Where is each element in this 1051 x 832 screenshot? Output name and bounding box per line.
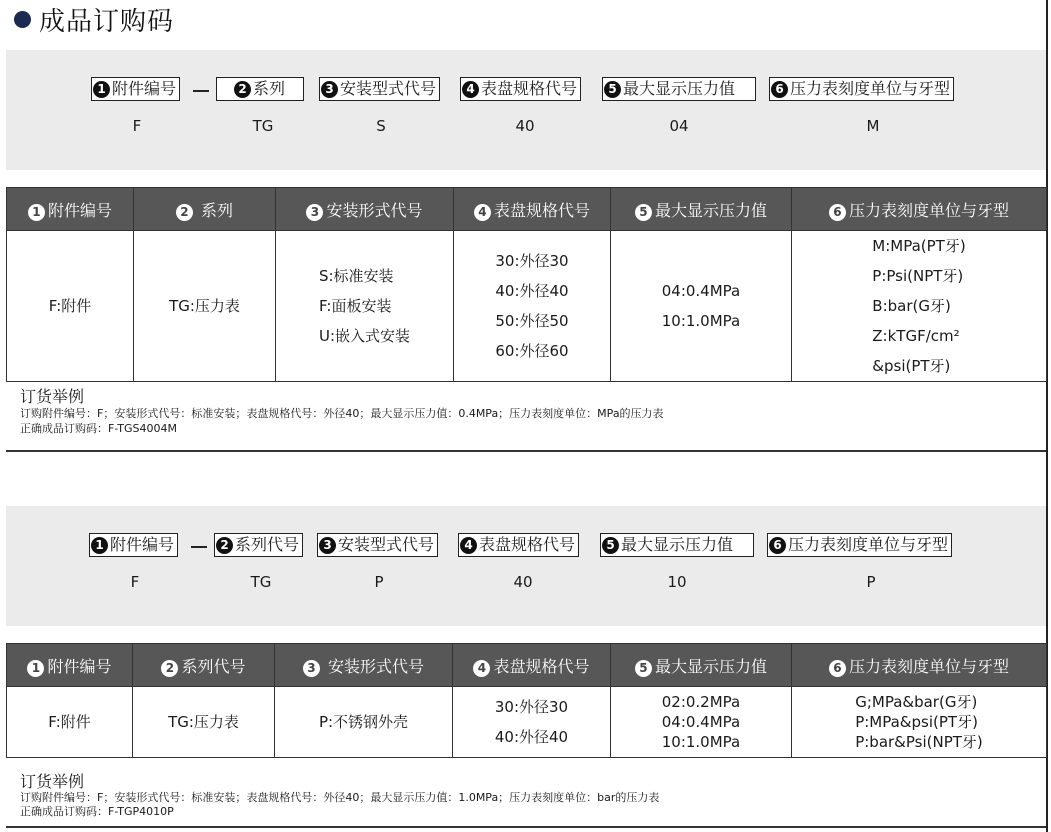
table-cell-unit-thread: [792, 231, 1047, 382]
number-badge-icon: 5: [604, 81, 621, 98]
header-cell: [453, 644, 611, 687]
example-code-line: 正确成品订购码：F-TGS4004M: [20, 422, 177, 435]
cell-line: S:标准安装: [318, 267, 394, 285]
spec-table-2: [6, 643, 1047, 758]
code-value: F: [132, 117, 142, 135]
header-label: 系列代号: [181, 656, 246, 676]
cell-line: 04:0.4MPa: [661, 713, 741, 731]
number-badge-icon: 1: [28, 204, 45, 221]
number-badge-icon: 3: [321, 81, 338, 98]
cell-line: 40:外径40: [494, 728, 569, 746]
code-box-dial: [458, 533, 579, 557]
code-box-label: 表盘规格代号: [481, 79, 578, 98]
table-cell-series: [133, 687, 275, 758]
cell-line: 10:1.0MPa: [661, 733, 741, 751]
order-code-band-2: [6, 506, 1046, 626]
cell-line: TG:压力表: [169, 297, 240, 315]
example-code-line: 正确成品订购码：F-TGP4010P: [20, 805, 174, 818]
number-badge-icon: 4: [473, 660, 490, 677]
cell-line: P:Psi(NPT牙): [872, 267, 964, 285]
example-line: 订购附件编号：F；安装形式代号：标准安装；表盘规格代号：外径40；最大显示压力值：0.4MPa；压力表刻度单位：MPa的压力表: [20, 407, 664, 420]
header-cell: [792, 188, 1047, 231]
code-box-label: 附件编号: [112, 79, 177, 98]
code-value: S: [376, 117, 386, 135]
header-label: 最大显示压力值: [654, 200, 767, 220]
code-box-label: 最大显示压力值: [621, 535, 734, 554]
code-value: F: [130, 573, 140, 591]
number-badge-icon: 6: [771, 81, 788, 98]
cell-line: Z:kTGF/cm²: [872, 327, 960, 345]
cell-line: 60:外径60: [495, 342, 569, 360]
number-badge-icon: 6: [769, 537, 786, 554]
number-badge-icon: 4: [460, 537, 477, 554]
code-box-mount: [319, 77, 440, 101]
header-label: 系列: [195, 200, 234, 220]
code-box-attachment: [91, 77, 180, 101]
number-badge-icon: 2: [234, 81, 251, 98]
code-value: 04: [669, 117, 689, 135]
cell-line: P:不锈钢外壳: [318, 713, 409, 731]
header-cell: [454, 188, 611, 231]
number-badge-icon: 4: [474, 204, 491, 221]
divider: [6, 450, 1046, 452]
header-cell: [611, 644, 792, 687]
header-cell: [792, 644, 1047, 687]
table-row: [7, 231, 1047, 382]
code-box-label: 系列代号: [235, 535, 300, 554]
cell-line: P:MPa&psi(PT牙): [855, 713, 978, 731]
page-heading: [14, 2, 174, 36]
table-header-row: [7, 644, 1047, 687]
code-value: TG: [252, 117, 274, 135]
header-label: 压力表刻度单位与牙型: [848, 656, 1009, 676]
cell-line: 10:1.0MPa: [661, 312, 741, 330]
number-badge-icon: 2: [216, 537, 233, 554]
cell-line: 04:0.4MPa: [661, 282, 741, 300]
code-value: P: [866, 573, 876, 591]
header-cell: [611, 188, 792, 231]
header-label: 附件编号: [47, 656, 112, 676]
table-cell-attachment: [7, 687, 133, 758]
header-label: 安装形式代号: [326, 200, 423, 220]
number-badge-icon: 5: [635, 660, 652, 677]
cell-line: 50:外径50: [495, 312, 569, 330]
cell-line: 30:外径30: [495, 252, 569, 270]
code-box-unit-thread: [769, 77, 954, 101]
example-line: 订购附件编号：F；安装形式代号：标准安装；表盘规格代号：外径40；最大显示压力值：1.0MPa；压力表刻度单位：bar的压力表: [20, 791, 660, 804]
code-box-label: 压力表刻度单位与牙型: [788, 535, 949, 554]
header-label: 安装形式代号: [322, 656, 425, 676]
code-value: 10: [667, 573, 687, 591]
header-cell: [7, 644, 133, 687]
code-box-label: 压力表刻度单位与牙型: [790, 79, 951, 98]
number-badge-icon: 2: [176, 204, 193, 221]
example-title: 订货举例: [20, 387, 85, 406]
code-box-label: 附件编号: [110, 535, 175, 554]
number-badge-icon: 2: [161, 660, 178, 677]
header-cell: [134, 188, 276, 231]
table-cell-mount: [276, 231, 454, 382]
number-badge-icon: 6: [829, 204, 846, 221]
code-value: 40: [513, 573, 533, 591]
table-header-row: [7, 188, 1047, 231]
code-value: P: [374, 573, 384, 591]
cell-line: TG:压力表: [168, 713, 239, 731]
number-badge-icon: 5: [635, 204, 652, 221]
cell-line: 40:外径40: [495, 282, 569, 300]
table-cell-max-pressure: [611, 231, 792, 382]
header-label: 附件编号: [47, 200, 112, 220]
table-row: [7, 687, 1047, 758]
dash-separator: [193, 90, 209, 92]
cell-line: P:bar&Psi(NPT牙): [855, 733, 983, 751]
code-box-series: [214, 533, 303, 557]
dash-separator: [191, 546, 207, 548]
spec-table-1: [6, 187, 1047, 382]
cell-line: M:MPa(PT牙): [872, 237, 966, 255]
number-badge-icon: 1: [91, 537, 108, 554]
example-title: 订货举例: [20, 772, 85, 791]
header-cell: [7, 188, 134, 231]
number-badge-icon: 4: [462, 81, 479, 98]
number-badge-icon: 1: [93, 81, 110, 98]
header-cell: [133, 644, 275, 687]
code-box-max-pressure: [602, 77, 756, 101]
code-box-max-pressure: [600, 533, 754, 557]
code-box-dial: [460, 77, 581, 101]
header-label: 压力表刻度单位与牙型: [848, 200, 1009, 220]
header-cell: [275, 644, 453, 687]
number-badge-icon: 3: [319, 537, 336, 554]
table-cell-dial: [454, 231, 611, 382]
code-box-label: 安装型式代号: [340, 79, 437, 98]
code-box-unit-thread: [767, 533, 952, 557]
bullet-icon: [14, 11, 31, 28]
page-title: 成品订购码: [39, 6, 175, 37]
cell-line: B:bar(G牙): [872, 297, 951, 315]
cell-line: 30:外径30: [494, 698, 569, 716]
divider: [6, 826, 1046, 828]
number-badge-icon: 3: [306, 204, 323, 221]
code-box-label: 系列: [253, 79, 286, 98]
code-value: 40: [515, 117, 535, 135]
table-cell-max-pressure: [611, 687, 792, 758]
code-box-label: 表盘规格代号: [479, 535, 576, 554]
code-box-series: [216, 77, 304, 101]
cell-line: U:嵌入式安装: [318, 327, 411, 345]
table-cell-dial: [453, 687, 611, 758]
header-cell: [276, 188, 454, 231]
table-cell-series: [134, 231, 276, 382]
header-label: 表盘规格代号: [493, 200, 590, 220]
order-code-band-1: [6, 50, 1046, 170]
table-cell-attachment: [7, 231, 134, 382]
code-box-label: 最大显示压力值: [623, 79, 736, 98]
table-cell-unit-thread: [792, 687, 1047, 758]
header-label: 表盘规格代号: [493, 656, 590, 676]
cell-line: F:面板安装: [318, 297, 392, 315]
cell-line: 02:0.2MPa: [661, 693, 741, 711]
cell-line: F:附件: [48, 713, 91, 731]
cell-line: &psi(PT牙): [872, 357, 951, 375]
code-box-mount: [317, 533, 438, 557]
table-cell-mount: [275, 687, 453, 758]
code-value: M: [866, 117, 880, 135]
cell-line: F:附件: [48, 297, 92, 315]
cell-line: G;MPa&bar(G牙): [855, 693, 978, 711]
number-badge-icon: 3: [303, 660, 320, 677]
number-badge-icon: 5: [602, 537, 619, 554]
code-value: TG: [250, 573, 272, 591]
number-badge-icon: 6: [829, 660, 846, 677]
header-label: 最大显示压力值: [654, 656, 767, 676]
code-box-label: 安装型式代号: [338, 535, 435, 554]
number-badge-icon: 1: [27, 660, 44, 677]
code-box-attachment: [89, 533, 178, 557]
